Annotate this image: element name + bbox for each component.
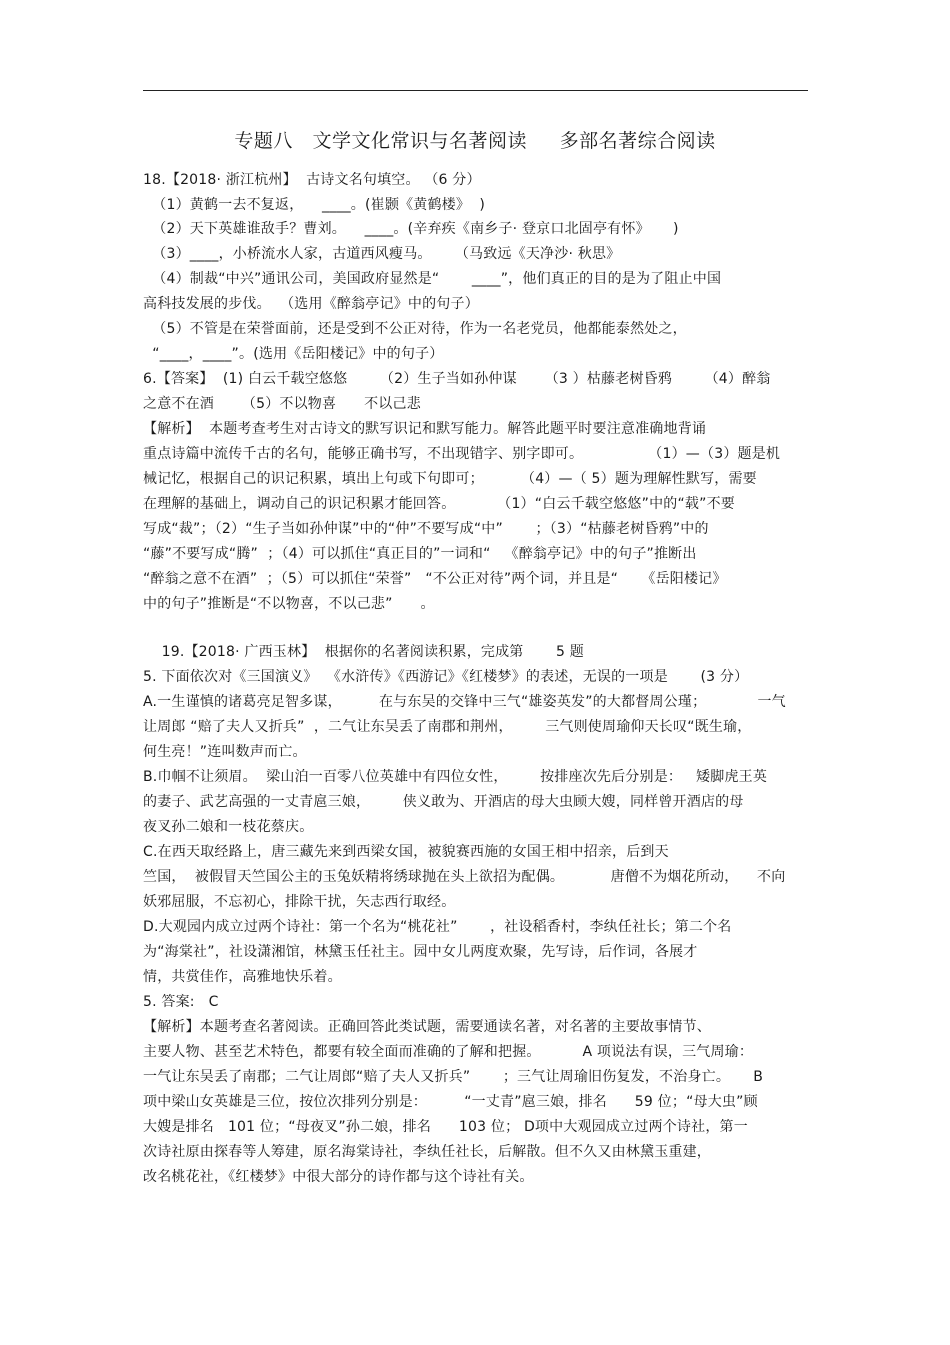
text-line: （4）制裁“中兴”通讯公司，美国政府显然是“ ____”，他们真正的目的是为了阻止中国 [143,271,722,287]
text-line: D.大观园内成立过两个诗社：第一个名为“桃花社” ，社设稻香村，李纨任社长；第二个名 [143,919,732,935]
text-line: 写成“裁”；（2）“生子当如孙仲谋”中的“仲”不要写成“中” ；（3）“枯藤老树昏鸦”中的 [143,521,709,537]
header-rule [143,90,808,91]
text-line: 械记忆，根据自己的识记积累，填出上句或下句即可； （4）—（ 5）题为理解性默写，需要 [143,471,757,487]
text-line: 一气让东吴丢了南郡；二气让周郎“赔了夫人又折兵” ；三气让周瑜旧伤复发，不治身亡。 B [143,1069,764,1085]
text-line: （5）不管是在荣誉面前，还是受到不公正对待，作为一名老党员，他都能泰然处之， [143,321,687,337]
text-line: 【解析】本题考查名著阅读。正确回答此类试题，需要通读名著，对名著的主要故事情节、 [143,1019,711,1035]
text-line: （1）黄鹤一去不复返， ____。(崔颢《黄鹤楼》 ) [143,197,486,213]
text-line: 让周郎 “赔了夫人又折兵” ，二气让东吴丢了南郡和荆州， 三气则使周瑜仰天长叹“既生瑜， [143,719,752,735]
text-line: 情，共赏佳作，高雅地快乐着。 [143,969,342,985]
text-line: 在理解的基础上，调动自己的识记积累才能回答。 （1）“白云千载空悠悠”中的“载”不要 [143,496,735,512]
text-line: A.一生谨慎的诸葛亮足智多谋， 在与东吴的交锋中三气“雄姿英发”的大都督周公瑾； 一气 [143,694,786,710]
text-line: 5. 答案: C [143,994,219,1010]
text-line: 18.【2018· 浙江杭州】 古诗文名句填空。 （6 分） [143,172,481,188]
text-line: 为“海棠社”，社设潇湘馆，林黛玉任社主。园中女儿两度欢聚，先写诗，后作词，各展才 [143,944,698,960]
text-line: “醉翁之意不在酒” ；（5）可以抓住“荣誉” “不公正对待”两个词，并且是“ 《岳阳楼记》 [143,571,727,587]
text-line: 次诗社原由探春等人筹建，原名海棠诗社，李纨任社长，后解散。但不久又由林黛玉重建， [143,1144,711,1160]
text-line: “藤”不要写成“腾” ；（4）可以抓住“真正目的”一词和“ 《醉翁亭记》中的句子”推断出 [143,546,697,562]
text-line: 改名桃花社，《红楼梦》中很大部分的诗作都与这个诗社有关。 [143,1169,534,1185]
text-line: 妖邪屈服，不忘初心，排除干扰，矢志西行取经。 [143,894,456,910]
text-line: 主要人物、甚至艺术特色，都要有较全面而准确的了解和把握。 A 项说法有误，三气周瑜： [143,1044,754,1060]
text-line: 【解析】 本题考查考生对古诗文的默写识记和默写能力。解答此题平时要注意准确地背诵 [143,421,707,437]
text-line: 19.【2018· 广西玉林】 根据你的名著阅读积累，完成第 5 题 [143,644,585,660]
text-line: 之意不在酒 （5）不以物喜 不以己悲 [143,396,421,412]
text-line: （3）____，小桥流水人家，古道西风瘦马。 （马致远《天净沙· 秋思》 [143,246,621,262]
text-line: B.巾帼不让须眉。 梁山泊一百零八位英雄中有四位女性， 按排座次先后分别是： 矮脚虎王英 [143,769,768,785]
text-line: 重点诗篇中流传千古的名句，能够正确书写，不出现错字、别字即可。 （1）—（3）题是机 [143,446,781,462]
text-line: 项中梁山女英雄是三位，按位次排列分别是： “一丈青”扈三娘，排名 59 位；“母大虫”顾 [143,1094,758,1110]
text-line: （2）天下英雄谁敌手？曹刘。 ____。(辛弃疾《南乡子· 登京口北固亭有怀》 ) [143,221,679,237]
text-line: C.在西天取经路上，唐三藏先来到西梁女国，被貌赛西施的女国王相中招亲，后到天 [143,844,669,860]
text-line: 高科技发展的步伐。 （选用《醉翁亭记》中的句子） [143,296,479,312]
text-line: 中的句子”推断是“不以物喜，不以己悲” 。 [143,596,435,612]
text-line: 5. 下面依次对《三国演义》 《水浒传》《西游记》《红楼梦》的表述，无误的一项是 (3 分） [143,669,749,685]
text-line: 竺国， 被假冒天竺国公主的玉兔妖精将绣球抛在头上欲招为配偶。 唐僧不为烟花所动， 不向 [143,869,786,885]
text-line: 6.【答案】 (1) 白云千载空悠悠 （2）生子当如孙仲谋 （3 ）枯藤老树昏鸦 （4）醉翁 [143,371,771,387]
text-line: 的妻子、武艺高强的一丈青扈三娘， 侠义敢为、开酒店的母大虫顾大嫂，同样曾开酒店的母 [143,794,744,810]
page-title: 专题八 文学文化常识与名著阅读 多部名著综合阅读 [234,130,716,152]
text-line: 何生亮！”连叫数声而亡。 [143,744,307,760]
text-line: 大嫂是排名 101 位；“母夜叉”孙二娘，排名 103 位； D项中大观园成立过两个诗社，第一 [143,1119,748,1135]
text-line: “____，____”。(选用《岳阳楼记》中的句子） [143,346,444,362]
text-line: 夜叉孙二娘和一枝花蔡庆。 [143,819,314,835]
